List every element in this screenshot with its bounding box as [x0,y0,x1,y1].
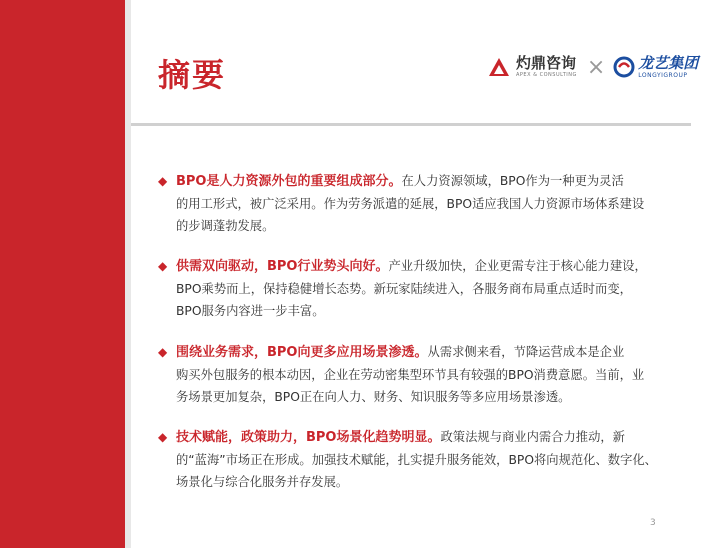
bullet-highlight: 技术赋能，政策助力，BPO场景化趋势明显。 [176,430,441,445]
page-title: 摘要 [158,56,227,94]
longyi-logo-text [638,53,699,79]
header-divider [131,123,691,126]
page-number: 3 [650,518,656,528]
longyi-sub: LONGYIGROUP [638,71,688,79]
bullet-line: 务场景更加复杂，BPO正在向人力、财务、知识服务等多应用场景渗透。 [176,390,571,404]
bullet-line [176,255,647,278]
bullet-line: 的步调蓬勃发展。 [176,219,275,233]
apex-sub: APEX & CONSULTING [516,72,577,78]
bullet-highlight: 围绕业务需求，BPO向更多应用场景渗透。 [176,345,428,360]
bullet-line: 的用工形式，被广泛采用。作为劳务派遣的延展，BPO适应我国人力资源市场体系建设 [176,197,645,211]
apex-logo-text [516,56,577,78]
diamond-bullet-icon: ◆ [158,345,168,359]
bullet-text: 政策法规与商业内需合力推动，新 [440,430,625,444]
diamond-bullet-icon: ◆ [158,174,168,188]
diamond-bullet-icon: ◆ [158,259,168,273]
longyi-logo-icon [613,56,635,78]
partner-logos [488,54,698,80]
bullet-line [176,170,644,193]
bullet-line [176,341,644,364]
bullet-line: BPO乘势而上，保持稳健增长态势。新玩家陆续进入，各服务商布局重点适时而变， [176,282,632,296]
apex-name: 灼鼎咨询 [516,54,577,72]
apex-logo-icon [488,57,510,77]
bullet-line: BPO服务内容进一步丰富。 [176,304,325,318]
diamond-bullet-icon: ◆ [158,430,168,444]
bullet-line [176,426,657,449]
bullet-line: 场景化与综合化服务并存发展。 [176,475,349,489]
bullet-text: 产业升级加快，企业更需专注于核心能力建设， [388,259,647,273]
left-bar-edge [125,0,131,548]
bullet-line: 购买外包服务的根本动因，企业在劳动密集型环节具有较强的BPO消费意愿。当前，业 [176,368,645,382]
bullet-line: 的“蓝海”市场正在形成。加强技术赋能，扎实提升服务能效，BPO将向规范化、数字化、 [176,453,657,467]
bullet-text: 从需求侧来看，节降运营成本是企业 [427,345,625,359]
bullet-text: 在人力资源领域，BPO作为一种更为灵活 [401,174,624,188]
times-sign: × [586,54,606,80]
longyi-name: 龙艺集团 [638,53,699,72]
bullet-highlight: 供需双向驱动，BPO行业势头向好。 [176,259,389,274]
bullet-highlight: BPO是人力资源外包的重要组成部分。 [176,174,402,189]
left-accent-bar [0,0,125,548]
